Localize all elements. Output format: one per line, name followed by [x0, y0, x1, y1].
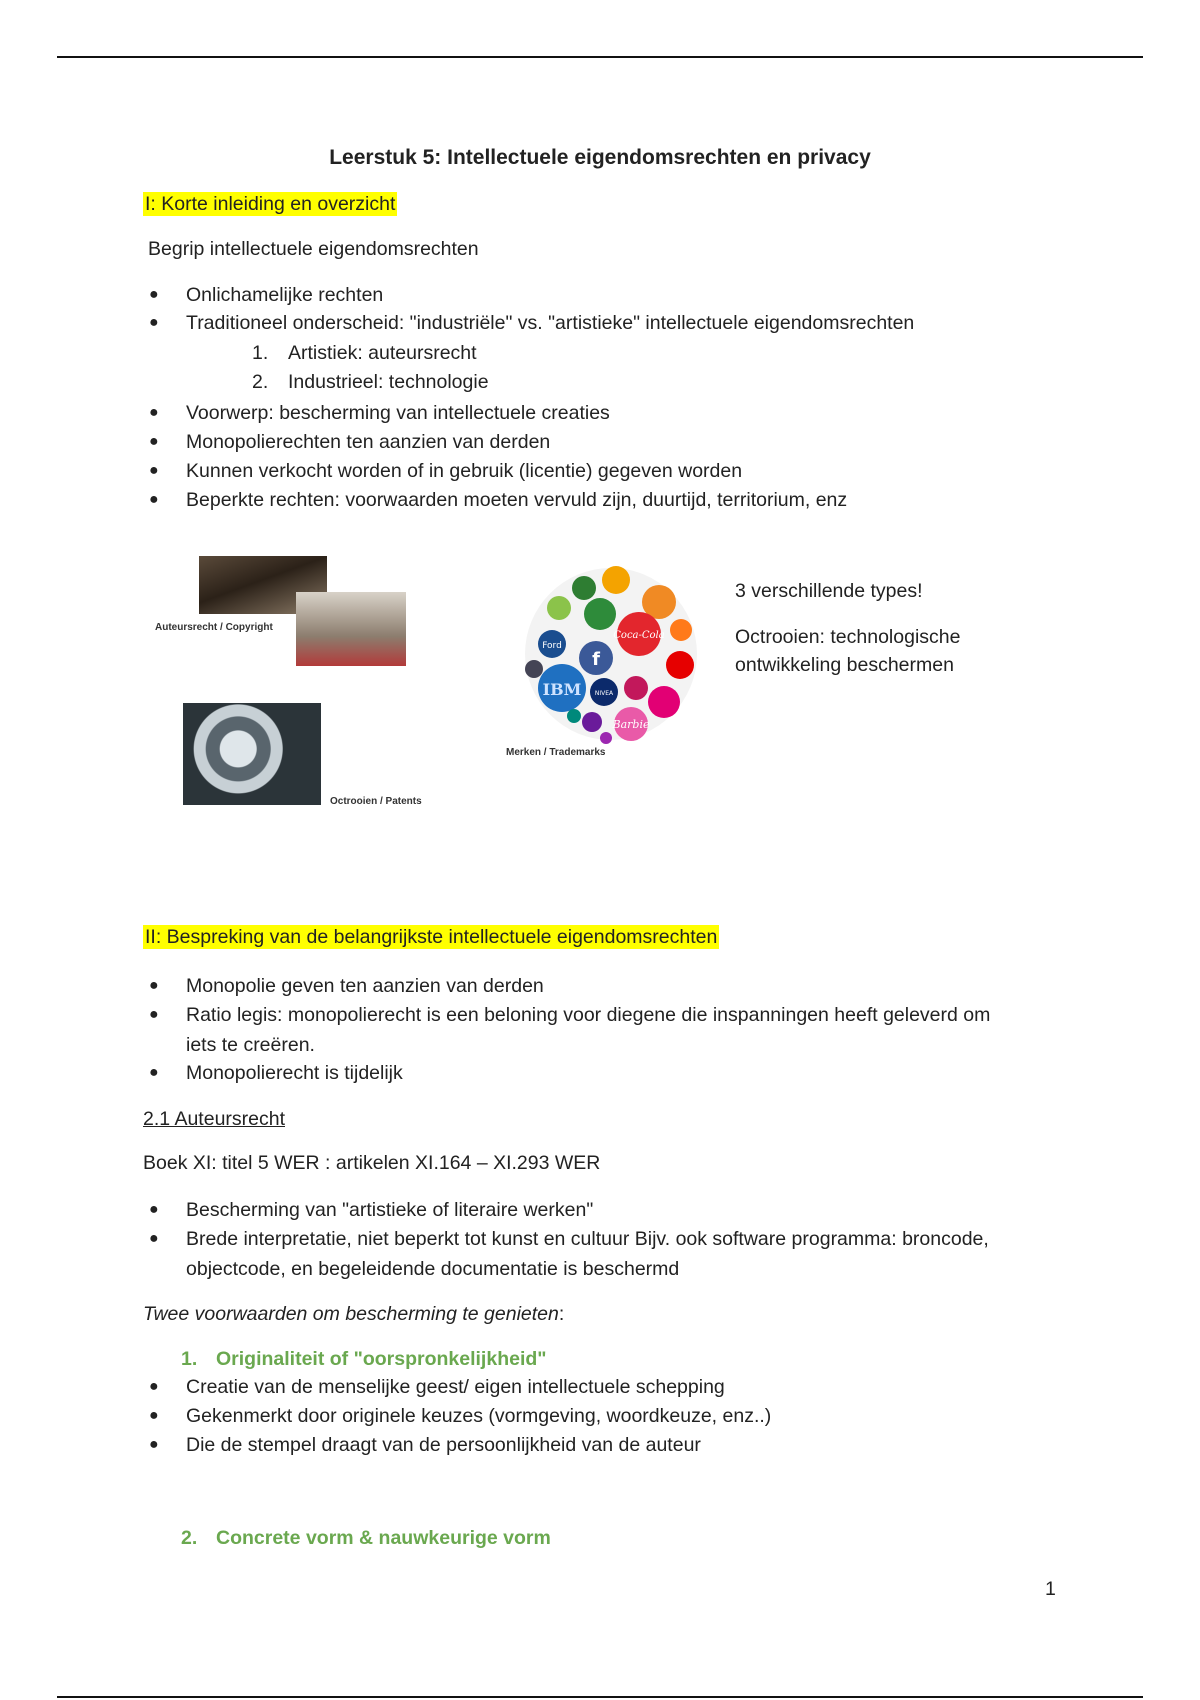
bullet-icon: ●	[149, 1201, 159, 1218]
bullet-icon: ●	[149, 433, 159, 450]
logo-bubble	[648, 686, 680, 718]
logo-coca-cola-label: Coca-Cola	[613, 630, 665, 641]
list-item: Die de stempel draagt van de persoonlijkheid van de auteur	[186, 1434, 701, 1456]
condition-2-number: 2.	[181, 1527, 198, 1549]
trademark-logos-cluster	[516, 562, 706, 746]
bullet-icon: ●	[149, 1064, 159, 1081]
bullet-icon: ●	[149, 1230, 159, 1247]
bullet-icon: ●	[149, 491, 159, 508]
bullet-icon: ●	[149, 1006, 159, 1023]
list-item: Bescherming van "artistieke of literaire werken"	[186, 1199, 594, 1221]
section-1-heading: I: Korte inleiding en overzicht	[145, 193, 396, 215]
bullet-icon: ●	[149, 286, 159, 303]
list-item: Voorwerp: bescherming van intellectuele creaties	[186, 402, 610, 424]
list-item: Kunnen verkocht worden of in gebruik (licentie) gegeven worden	[186, 460, 743, 482]
logo-bubble	[572, 576, 596, 600]
side-note-octrooien-line-2: ontwikkeling beschermen	[735, 654, 954, 676]
side-note-octrooien-line-1: Octrooien: technologische	[735, 626, 961, 648]
list-item: Monopolie geven ten aanzien van derden	[186, 975, 544, 997]
numbered-item: Artistiek: auteursrecht	[288, 342, 477, 364]
logo-bubble	[670, 619, 692, 641]
list-item-continuation: objectcode, en begeleidende documentatie is beschermd	[186, 1258, 680, 1280]
numbered-item-number: 1.	[252, 342, 269, 364]
bullet-icon: ●	[149, 1407, 159, 1424]
logo-bubble	[567, 709, 581, 723]
logo-bubble	[582, 712, 602, 732]
caption-patents: Octrooien / Patents	[330, 796, 422, 807]
logo-bubble	[584, 598, 616, 630]
section-2-heading: II: Bespreking van de belangrijkste intellectuele eigendomsrechten	[145, 926, 718, 948]
logo-bubble	[666, 651, 694, 679]
bullet-icon: ●	[149, 462, 159, 479]
list-item: Monopolierecht is tijdelijk	[186, 1062, 403, 1084]
logo-bubble	[600, 732, 612, 744]
logo-ibm-label: IBM	[542, 680, 582, 699]
condition-1-heading: Originaliteit of "oorspronkelijkheid"	[216, 1348, 547, 1370]
section-1-subheading: Begrip intellectuele eigendomsrechten	[148, 238, 479, 260]
list-item: Traditioneel onderscheid: "industriële" vs. "artistieke" intellectuele eigendomsrechten	[186, 312, 915, 334]
caption-copyright: Auteursrecht / Copyright	[155, 622, 273, 633]
list-item: Creatie van de menselijke geest/ eigen intellectuele schepping	[186, 1376, 725, 1398]
people-photo-image	[296, 592, 406, 666]
numbered-item-number: 2.	[252, 371, 269, 393]
list-item: Brede interpretatie, niet beperkt tot kunst en cultuur Bijv. ook software programma: broncode,	[186, 1228, 989, 1250]
side-note-types: 3 verschillende types!	[735, 580, 923, 602]
bullet-icon: ●	[149, 314, 159, 331]
logo-bubble	[624, 676, 648, 700]
logo-bubble	[602, 566, 630, 594]
top-rule	[57, 56, 1143, 58]
gears-image	[183, 703, 321, 805]
bullet-icon: ●	[149, 977, 159, 994]
logo-ford-label: Ford	[542, 641, 562, 651]
page-number: 1	[1045, 1578, 1056, 1600]
condition-2-heading: Concrete vorm & nauwkeurige vorm	[216, 1527, 551, 1549]
bullet-icon: ●	[149, 1436, 159, 1453]
page-title: Leerstuk 5: Intellectuele eigendomsrechten en privacy	[329, 146, 871, 169]
condition-1-number: 1.	[181, 1348, 198, 1370]
list-item-continuation: iets te creëren.	[186, 1034, 315, 1056]
bullet-icon: ●	[149, 1378, 159, 1395]
logo-bubble	[525, 660, 543, 678]
logo-barbie-label: Barbie	[612, 718, 650, 731]
subsection-heading-auteursrecht: 2.1 Auteursrecht	[143, 1108, 286, 1130]
conditions-intro: Twee voorwaarden om bescherming te genieten:	[143, 1303, 565, 1325]
bottom-rule	[57, 1696, 1143, 1698]
caption-trademarks: Merken / Trademarks	[506, 747, 606, 758]
logo-facebook-label: f	[592, 649, 600, 670]
list-item: Monopolierechten ten aanzien van derden	[186, 431, 551, 453]
list-item: Gekenmerkt door originele keuzes (vormgeving, woordkeuze, enz..)	[186, 1405, 772, 1427]
list-item: Beperkte rechten: voorwaarden moeten vervuld zijn, duurtijd, territorium, enz	[186, 489, 848, 511]
list-item: Onlichamelijke rechten	[186, 284, 384, 306]
bullet-icon: ●	[149, 404, 159, 421]
list-item: Ratio legis: monopolierecht is een beloning voor diegene die inspanningen heeft geleverd om	[186, 1004, 991, 1026]
logo-nivea-label: NIVEA	[594, 690, 614, 697]
boek-reference: Boek XI: titel 5 WER : artikelen XI.164 – XI.293 WER	[143, 1152, 601, 1174]
logo-bubble	[547, 596, 571, 620]
numbered-item: Industrieel: technologie	[288, 371, 489, 393]
